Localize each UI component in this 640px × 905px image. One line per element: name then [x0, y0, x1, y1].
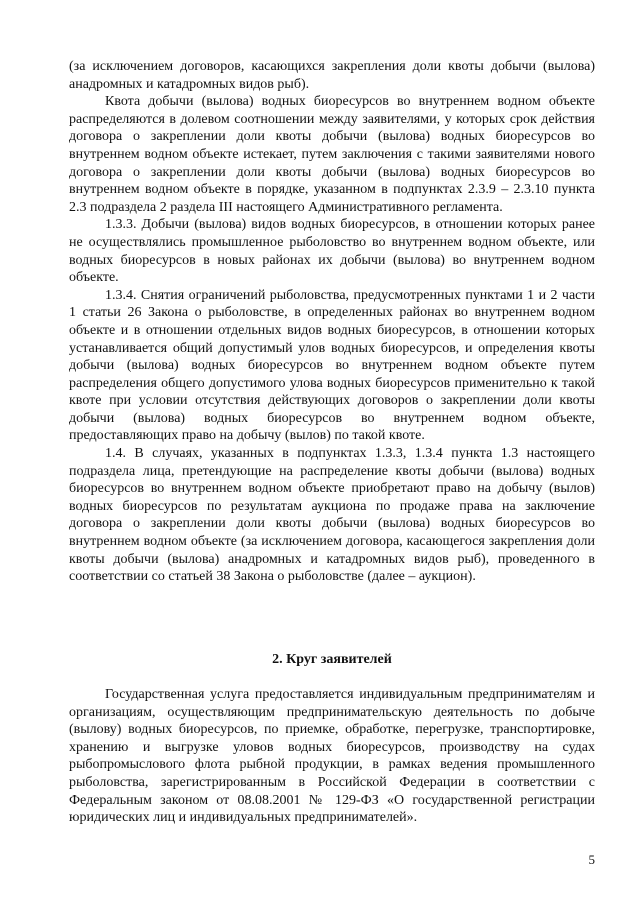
page-number: 5 [588, 852, 595, 867]
paragraph-1-3-3: 1.3.3. Добычи (вылова) видов водных биоресурсов, в отношении которых ранее не осуществлялись промышленное рыболовство во внутреннем водном объекте, или водных биоресурсов в новых районах их добычи (вылова) во внутреннем водном объекте. [69, 217, 595, 286]
section-body [69, 686, 595, 827]
paragraph-1-4: 1.4. В случаях, указанных в подпунктах 1.3.3, 1.3.4 пункта 1.3 настоящего подраздела лица, претендующие на распределение квоты добычи (вылова) водных биоресурсов во внутреннем водном объекте приобретают право на добычу (вылов) водных биоресурсов по результатам аукциона по продаже права на заключение договора о закреплении доли квоты добычи (вылова) водных биоресурсов во внутреннем водном объекте (за исключением договора, касающегося закрепления доли квоты добычи (вылова) анадромных и катадромных видов рыб), проведенного в соответствии со статьей 38 Закона о рыболовстве (далее – аукцион). [69, 446, 595, 585]
paragraph-quota-distribution: Квота добычи (вылова) водных биоресурсов во внутреннем водном объекте распределяются в долевом соотношении между заявителями, у которых срок действия договора о закреплении доли квоты добычи (вылова) водных биоресурсов во внутреннем водном объекте истекает, путем заключения с такими заявителями нового договора о закреплении доли квоты добычи (вылова) водных биоресурсов во внутреннем водном объекте в порядке, указанном в подпунктах 2.3.9 – 2.3.10 пункта 2.3 подраздела 2 раздела III настоящего Административного регламента. [69, 94, 595, 215]
paragraph-continuation: (за исключением договоров, касающихся закрепления доли квоты добычи (вылова) анадромных и катадромных видов рыб). [69, 59, 595, 92]
paragraph-1-3-4: 1.3.4. Снятия ограничений рыболовства, предусмотренных пунктами 1 и 2 части 1 статьи 26 Закона о рыболовстве, в определенных районах во внутреннем водном объекте и в отношении отдельных видов водных биоресурсов, в отношении которых устанавливается общий допустимый улов водных биоресурсов, и определения квоты добычи (вылова) водных биоресурсов во внутреннем водном объекте путем распределения общего допустимого улова водных биоресурсов применительно к такой квоте при условии отсутствия действующих договоров о закреплении доли квоты добычи (вылова) водных биоресурсов во внутреннем водном объекте, предоставляющих право на добычу (вылов) по такой квоте. [69, 287, 595, 444]
body-text [69, 58, 595, 586]
section-title: 2. Круг заявителей [272, 652, 392, 667]
paragraph-applicants: Государственная услуга предоставляется индивидуальным предпринимателям и организациям, осуществляющим предпринимательскую деятельность по добыче (вылову) водных биоресурсов, по приемке, обработке, перегрузке, транспортировке, хранению и выгрузке уловов водных биоресурсов, производству на судах рыбопромыслового флота рыбной продукции, в рамках ведения промышленного рыболовства, зарегистрированным в Российской Федерации в соответствии с Федеральным законом от 08.08.2001 № 129-ФЗ «О государственной регистрации юридических лиц и индивидуальных предпринимателей». [69, 687, 595, 826]
